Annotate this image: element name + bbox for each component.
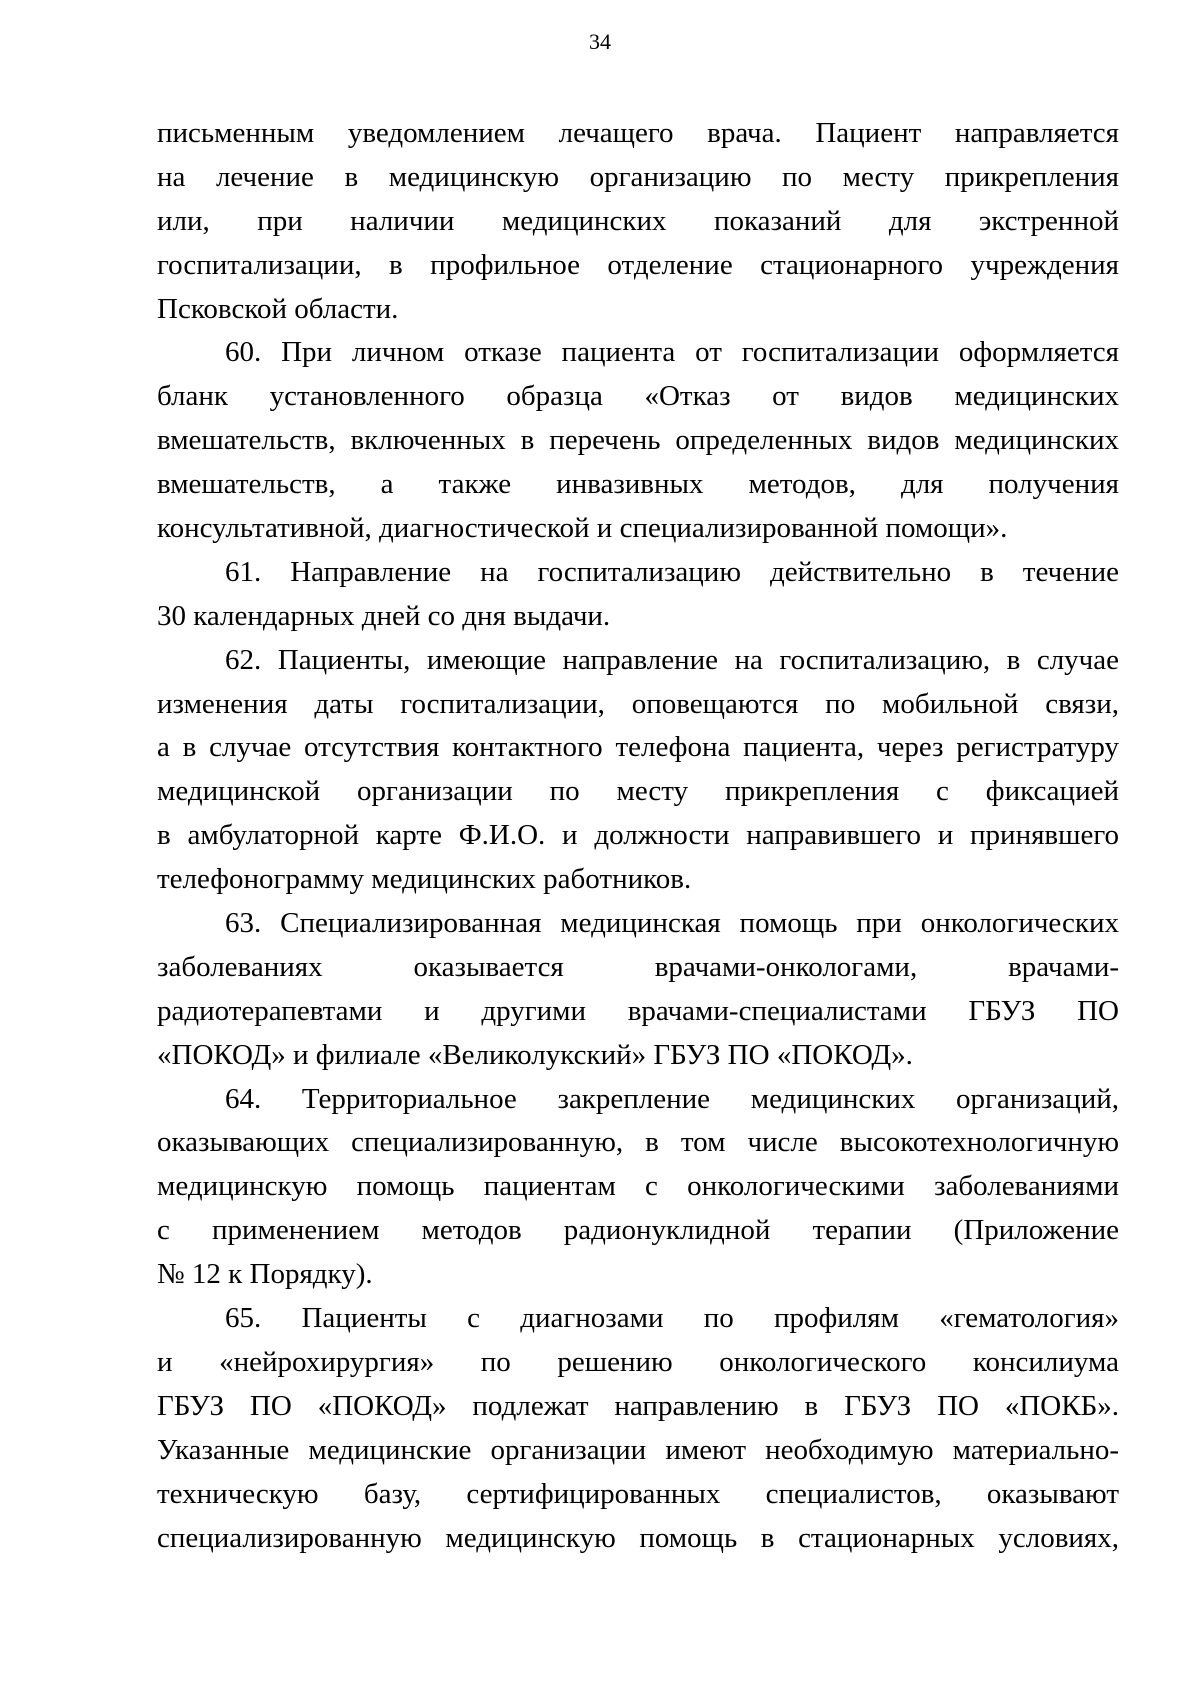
text-line: а в случае отсутствия контактного телефона пациента, через регистратуру [157, 731, 1119, 764]
text-line: «ПОКОД» и филиале «Великолукский» ГБУЗ ПО «ПОКОД». [157, 1038, 913, 1071]
text-line: в амбулаторной карте Ф.И.О. и должности направившего и принявшего [157, 819, 1119, 852]
text-line: Псковской области. [157, 292, 399, 325]
text-line: письменным уведомлением лечащего врача. Пациент направляется [157, 117, 1119, 149]
text-line: Указанные медицинские организации имеют необходимую материально- [157, 1433, 1119, 1466]
document-body [157, 112, 1119, 1560]
text-line: на лечение в медицинскую организацию по месту прикрепления [157, 160, 1119, 193]
text-line: техническую базу, сертифицированных специалистов, оказывают [157, 1477, 1119, 1510]
text-line: 60. При личном отказе пациента от госпитализации оформляется [225, 336, 1119, 369]
text-line: изменения даты госпитализации, оповещаются по мобильной связи, [157, 687, 1119, 720]
text-line: или, при наличии медицинских показаний для экстренной [157, 204, 1119, 237]
text-line: телефонограмму медицинских работников. [157, 863, 692, 896]
text-line: бланк установленного образца «Отказ от видов медицинских [157, 380, 1119, 413]
text-line: 65. Пациенты с диагнозами по профилям «гематология» [225, 1302, 1119, 1335]
text-line: медицинскую помощь пациентам с онкологическими заболеваниями [157, 1170, 1119, 1203]
text-line: 61. Направление на госпитализацию действительно в течение [225, 555, 1119, 588]
text-line: специализированную медицинскую помощь в стационарных условиях, [157, 1521, 1119, 1554]
text-line: 64. Территориальное закрепление медицинских организаций, [225, 1082, 1119, 1115]
text-line: консультативной, диагностической и специализированной помощи». [157, 512, 1008, 545]
text-line: радиотерапевтами и другими врачами-специалистами ГБУЗ ПО [157, 994, 1119, 1027]
text-line: и «нейрохирургия» по решению онкологического консилиума [157, 1345, 1119, 1378]
text-line: заболеваниях оказывается врачами-онкологами, врачами- [157, 950, 1119, 983]
text-line: медицинской организации по месту прикрепления с фиксацией [157, 775, 1119, 808]
text-line: 63. Специализированная медицинская помощь при онкологических [225, 907, 1119, 940]
text-line: вмешательств, включенных в перечень определенных видов медицинских [157, 424, 1119, 457]
text-line: вмешательств, а также инвазивных методов, для получения [157, 468, 1119, 501]
text-line: госпитализации, в профильное отделение стационарного учреждения [157, 248, 1119, 281]
text-line: 62. Пациенты, имеющие направление на госпитализацию, в случае [225, 643, 1119, 676]
text-line: № 12 к Порядку). [157, 1258, 373, 1291]
text-line: с применением методов радионуклидной терапии (Приложение [157, 1214, 1119, 1247]
text-line: 30 календарных дней со дня выдачи. [157, 599, 611, 632]
page-number: 34 [589, 29, 611, 54]
text-line: оказывающих специализированную, в том числе высокотехнологичную [157, 1126, 1119, 1159]
text-line: ГБУЗ ПО «ПОКОД» подлежат направлению в ГБУЗ ПО «ПОКБ». [157, 1389, 1119, 1422]
